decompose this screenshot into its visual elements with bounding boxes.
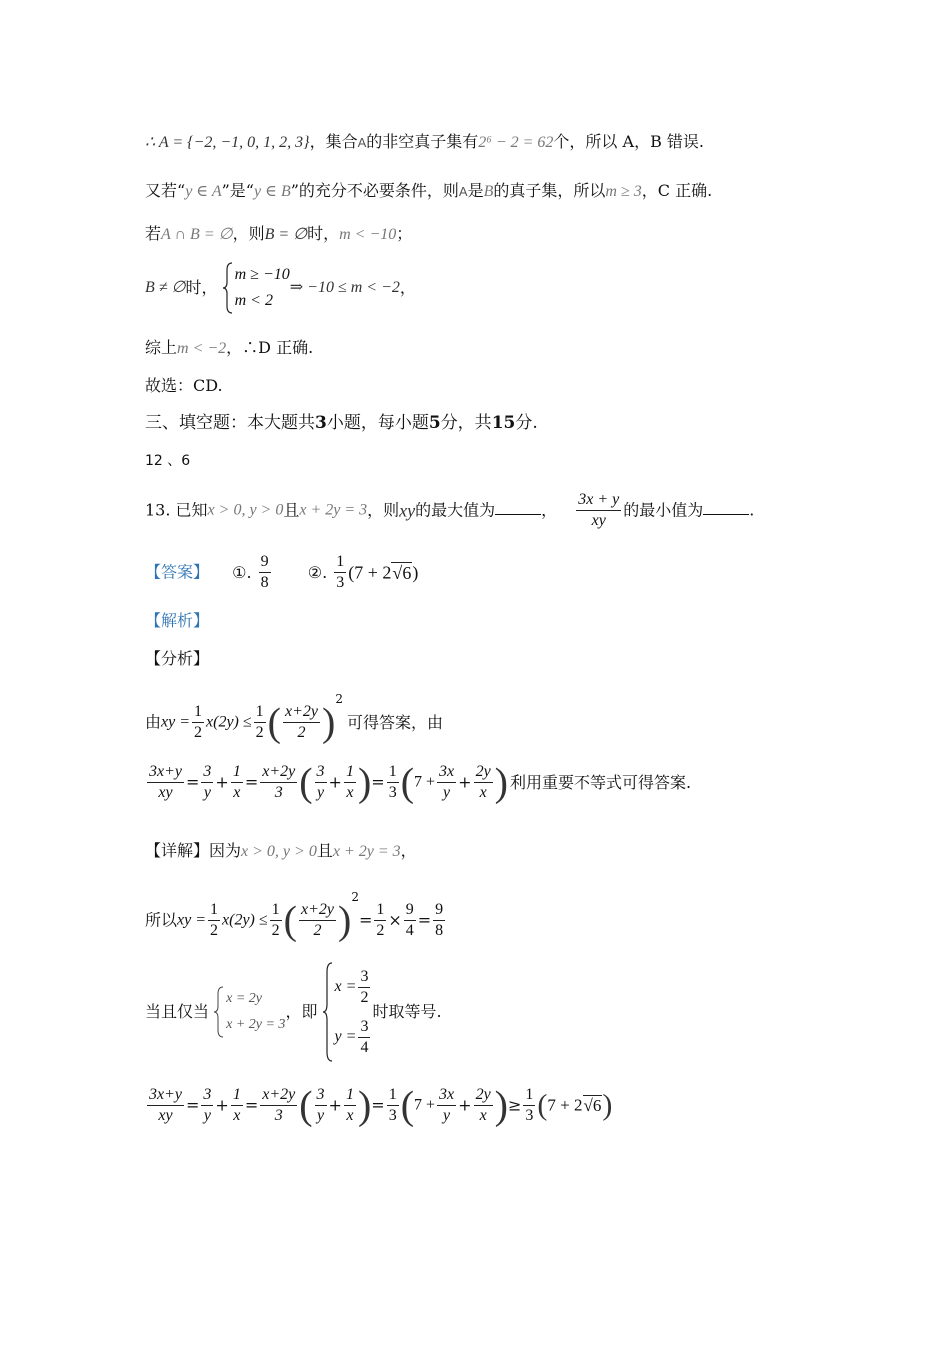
answer-fraction-1: $\frac{9}{8}$ (260, 553, 269, 591)
d1-half-2: $\frac{1}{2}$ (271, 901, 280, 939)
sqrt-six: √6 (392, 562, 412, 583)
frac-a2-3: $\frac{1}{x}$ (232, 763, 241, 801)
frac-d3-4: $\frac{x+2y}{3}$ (262, 1086, 296, 1124)
d1-half: $\frac{1}{2}$ (210, 901, 219, 939)
frac-d3-9: $\frac{2y}{x}$ (475, 1086, 491, 1124)
detail-label: 【详解】 (145, 841, 210, 860)
set-a-expression: ∴ A = {−2, −1, 0, 1, 2, 3} (145, 134, 310, 151)
question-numbers: 12 、6 (145, 453, 191, 469)
sqrt-six-2: √6 (583, 1095, 602, 1115)
question-13: 13. 已知x > 0, y > 0且x + 2y = 3，则xy的最大值为 ， $\frac{3x + y}{xy}$ 的最小值为 . (145, 491, 755, 529)
answer-fraction-2: $\frac{1}{3}$ (336, 553, 345, 591)
equality-system: x = 2y x + 2y = 3 (214, 986, 285, 1038)
detail-line-1: 所以xy = $\frac{1}{2}$ x(2y) ≤ $\frac{1}{2}$ ( $\frac{x+2y}{2}$ )$^2$= $\frac{1}{2}$ × $\frac{9}{4}$ = $\frac{9}{8}$ (145, 890, 444, 943)
frac-d3-1: $\frac{3x+y}{xy}$ (149, 1086, 182, 1124)
line-set-a: ∴ A = {−2, −1, 0, 1, 2, 3}，集合A的非空真子集有2⁶ − 2 = 62个，所以 A，B 错误. (145, 132, 704, 151)
frac-a2-6: $\frac{1}{x}$ (345, 763, 354, 801)
fraction-3x-plus-y-over-xy: $\frac{3x + y}{xy}$ (578, 491, 620, 529)
analysis-label-line (145, 610, 209, 632)
subset-count-expression: 2⁶ − 2 = 62 (478, 134, 554, 151)
answer-blank-2[interactable] (703, 500, 749, 515)
frac-a2-4: $\frac{x+2y}{3}$ (262, 763, 296, 801)
frac-d3-7: $\frac{1}{3}$ (388, 1086, 397, 1124)
frac-d3-5: $\frac{3}{y}$ (316, 1086, 325, 1124)
fenxi-label-line (145, 648, 209, 670)
jiexi-label: 【解析】 (145, 611, 210, 630)
solution-system: x = $\frac{3}{2}$ y = $\frac{3}{4}$ (323, 962, 373, 1062)
analysis-line-2: $\frac{3x+y}{xy}$ = $\frac{3}{y}$ + $\frac{1}{x}$ = $\frac{x+2y}{3}$ ( $\frac{3}{y}$ + $\frac{1}{x}$ )= $\frac{1}{3}$ (7 + $\frac{3x}{y}$ + $\frac{2y}{x}$ ) 利用重要不等式可得答案. (149, 759, 692, 805)
answer-label: 【答案】 (145, 562, 210, 582)
frac-a2-8: $\frac{3x}{y}$ (439, 763, 455, 801)
line-condition: 又若“y ∈ A”是“y ∈ B”的充分不必要条件，则A是B的真子集，所以m ≥ 3，C 正确. (145, 181, 713, 200)
frac-d3-10: $\frac{1}{3}$ (525, 1086, 534, 1124)
analysis-line-1: 由xy = $\frac{1}{2}$ x(2y) ≤ $\frac{1}{2}$ ( $\frac{x+2y}{2}$ )$^2$可得答案，由 (145, 692, 443, 745)
brace-icon (214, 986, 224, 1038)
x-value-fraction: $\frac{3}{2}$ (360, 967, 369, 1006)
d1-f3: $\frac{9}{8}$ (435, 901, 444, 939)
y-value-fraction: $\frac{3}{4}$ (360, 1017, 369, 1056)
brace-icon (323, 962, 333, 1062)
brace-icon (223, 262, 233, 314)
answer-line: 【答案】 ①. $\frac{9}{8}$ ②. $\frac{1}{3}$ (7 + 2√6) (145, 553, 419, 591)
half-fraction-2: $\frac{1}{2}$ (255, 703, 264, 741)
frac-a2-1: $\frac{3x+y}{xy}$ (149, 763, 182, 801)
half-fraction: $\frac{1}{2}$ (194, 703, 203, 741)
detail-line: 【详解】因为x > 0, y > 0且x + 2y = 3， (145, 841, 417, 860)
frac-d3-6: $\frac{1}{x}$ (345, 1086, 354, 1124)
d1-f1: $\frac{1}{2}$ (376, 901, 385, 939)
frac-a2-5: $\frac{3}{y}$ (316, 763, 325, 801)
frac-a2-7: $\frac{1}{3}$ (388, 763, 397, 801)
frac-a2-2: $\frac{3}{y}$ (203, 763, 212, 801)
section-heading: 三、填空题：本大题共3小题，每小题5分，共15分. (145, 413, 538, 433)
detail-line-2: 当且仅当 x = 2y x + 2y = 3 ，即 x = $\frac{3}{2}$ y = $\frac{3}{4}$ 时取等号. (145, 962, 442, 1062)
line-nonempty-system: B ≠ ∅时， m ≥ −10 m < 2 ⇒ −10 ≤ m < −2， (145, 262, 416, 318)
mean-fraction: $\frac{x+2y}{2}$ (284, 703, 318, 741)
frac-a2-9: $\frac{2y}{x}$ (475, 763, 491, 801)
line-conclusion: 综上m < −2，∴D 正确. (145, 338, 314, 357)
answer-blank-1[interactable] (495, 500, 541, 515)
line-empty-intersection: 若A ∩ B = ∅，则B = ∅时，m < −10； (145, 224, 413, 243)
detail-line-3: $\frac{3x+y}{xy}$ = $\frac{3}{y}$ + $\frac{1}{x}$ = $\frac{x+2y}{3}$ ( $\frac{3}{y}$ + $\frac{1}{x}$ )= $\frac{1}{3}$ (7 + $\frac{3x}{y}$ + $\frac{2y}{x}$ )≥ $\frac{1}{3}$ (7 + 2√6) (149, 1082, 613, 1128)
frac-d3-2: $\frac{3}{y}$ (203, 1086, 212, 1124)
frac-d3-3: $\frac{1}{x}$ (232, 1086, 241, 1124)
frac-d3-8: $\frac{3x}{y}$ (439, 1086, 455, 1124)
inequality-system: m ≥ −10 m < 2 (223, 262, 290, 314)
fenxi-label: 【分析】 (145, 649, 210, 668)
d1-mean: $\frac{x+2y}{2}$ (300, 901, 334, 939)
line-choice: 故选：CD. (145, 376, 223, 395)
d1-f2: $\frac{9}{4}$ (405, 901, 414, 939)
